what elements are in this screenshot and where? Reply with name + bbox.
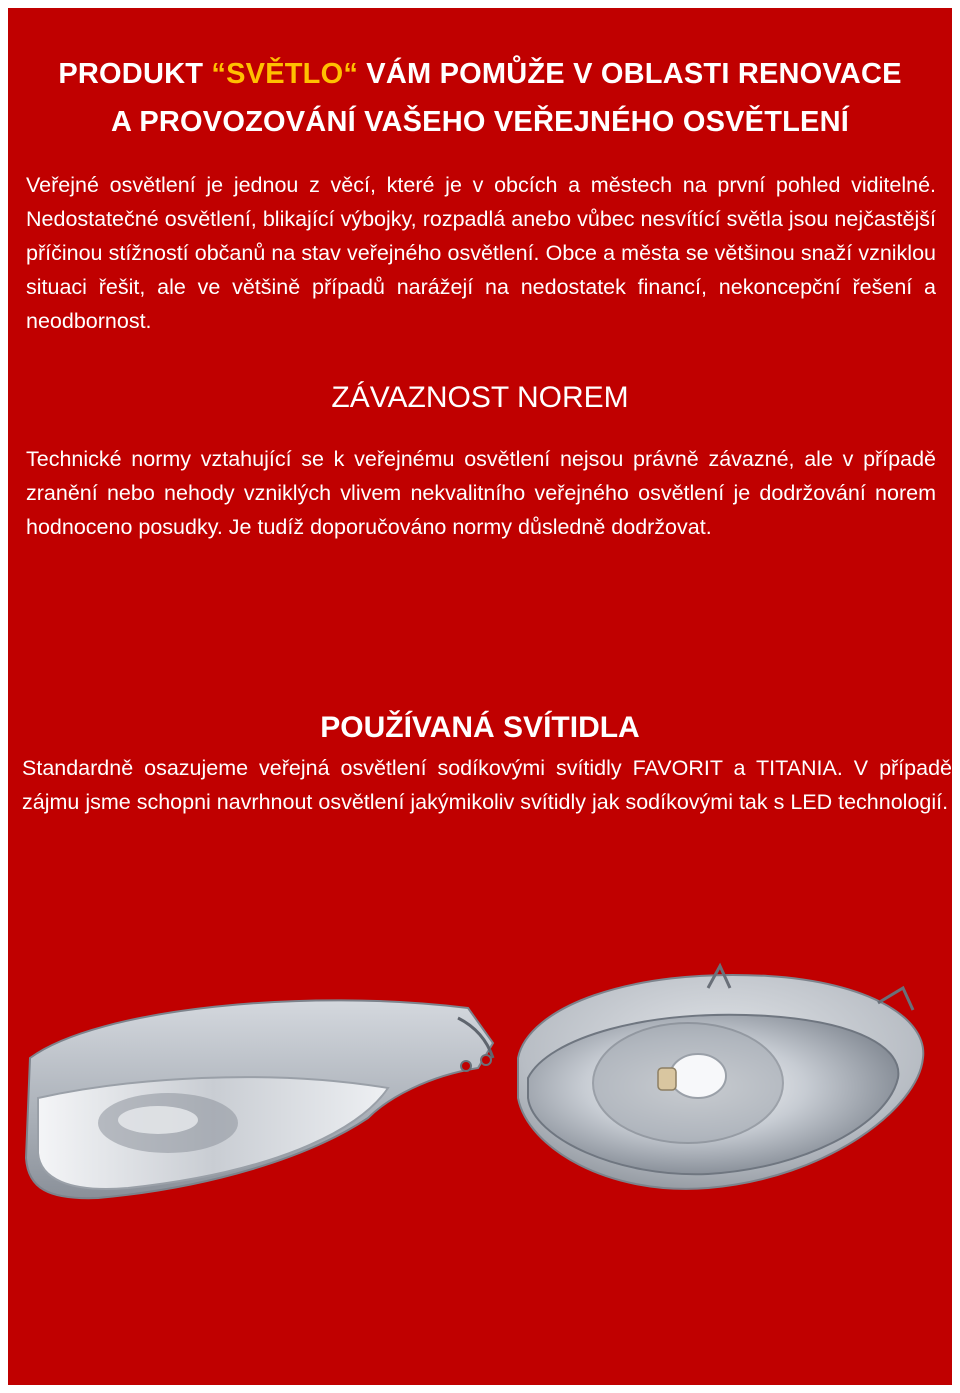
lamps-paragraph: Standardně osazujeme veřejná osvětlení sodíkovými svítidly FAVORIT a TITANIA. V případě zájmu jsme schopni navrhnout osvětlení jakýmikoliv svítidly jak sodíkovými tak s LED technologií. (22, 756, 952, 814)
intro-paragraph: Veřejné osvětlení je jednou z věcí, které je v obcích a městech na první pohled viditelné. Nedostatečné osvětlení, blikající výbojky, rozpadlá anebo vůbec nesvítící světla jsou nejčastější příčinou stížností občanů na stav veřejného osvětlení. Obce a města se většinou snaží vzniklou situaci řešit, ale ve většině případů narážejí na nedostatek financí, nekoncepční řešení a neodbornost. (26, 173, 936, 333)
lamps-heading: POUŽÍVANÁ SVÍTIDLA (320, 711, 640, 744)
street-lamps-image (8, 948, 952, 1228)
document-page (8, 8, 952, 1385)
title-highlight: “SVĚTLO“ (211, 58, 359, 90)
norms-paragraph: Technické normy vztahující se k veřejnému osvětlení nejsou právně závazné, ale v případě zranění nebo nehody vzniklých vlivem nekvalitního veřejného osvětlení je dodržování norem hodnoceno posudky. Je tudíž doporučováno normy důsledně dodržovat. (26, 447, 936, 539)
lamp-favorit (26, 1000, 493, 1198)
lamp-titania (518, 966, 923, 1189)
norms-heading: ZÁVAZNOST NOREM (331, 381, 629, 414)
title-line-2: A PROVOZOVÁNÍ VAŠEHO VEŘEJNÉHO OSVĚTLENÍ (111, 106, 849, 138)
page-title (8, 50, 952, 146)
title-line-1: PRODUKT “SVĚTLO“ VÁM POMŮŽE V OBLASTI RENOVACE (58, 58, 902, 90)
